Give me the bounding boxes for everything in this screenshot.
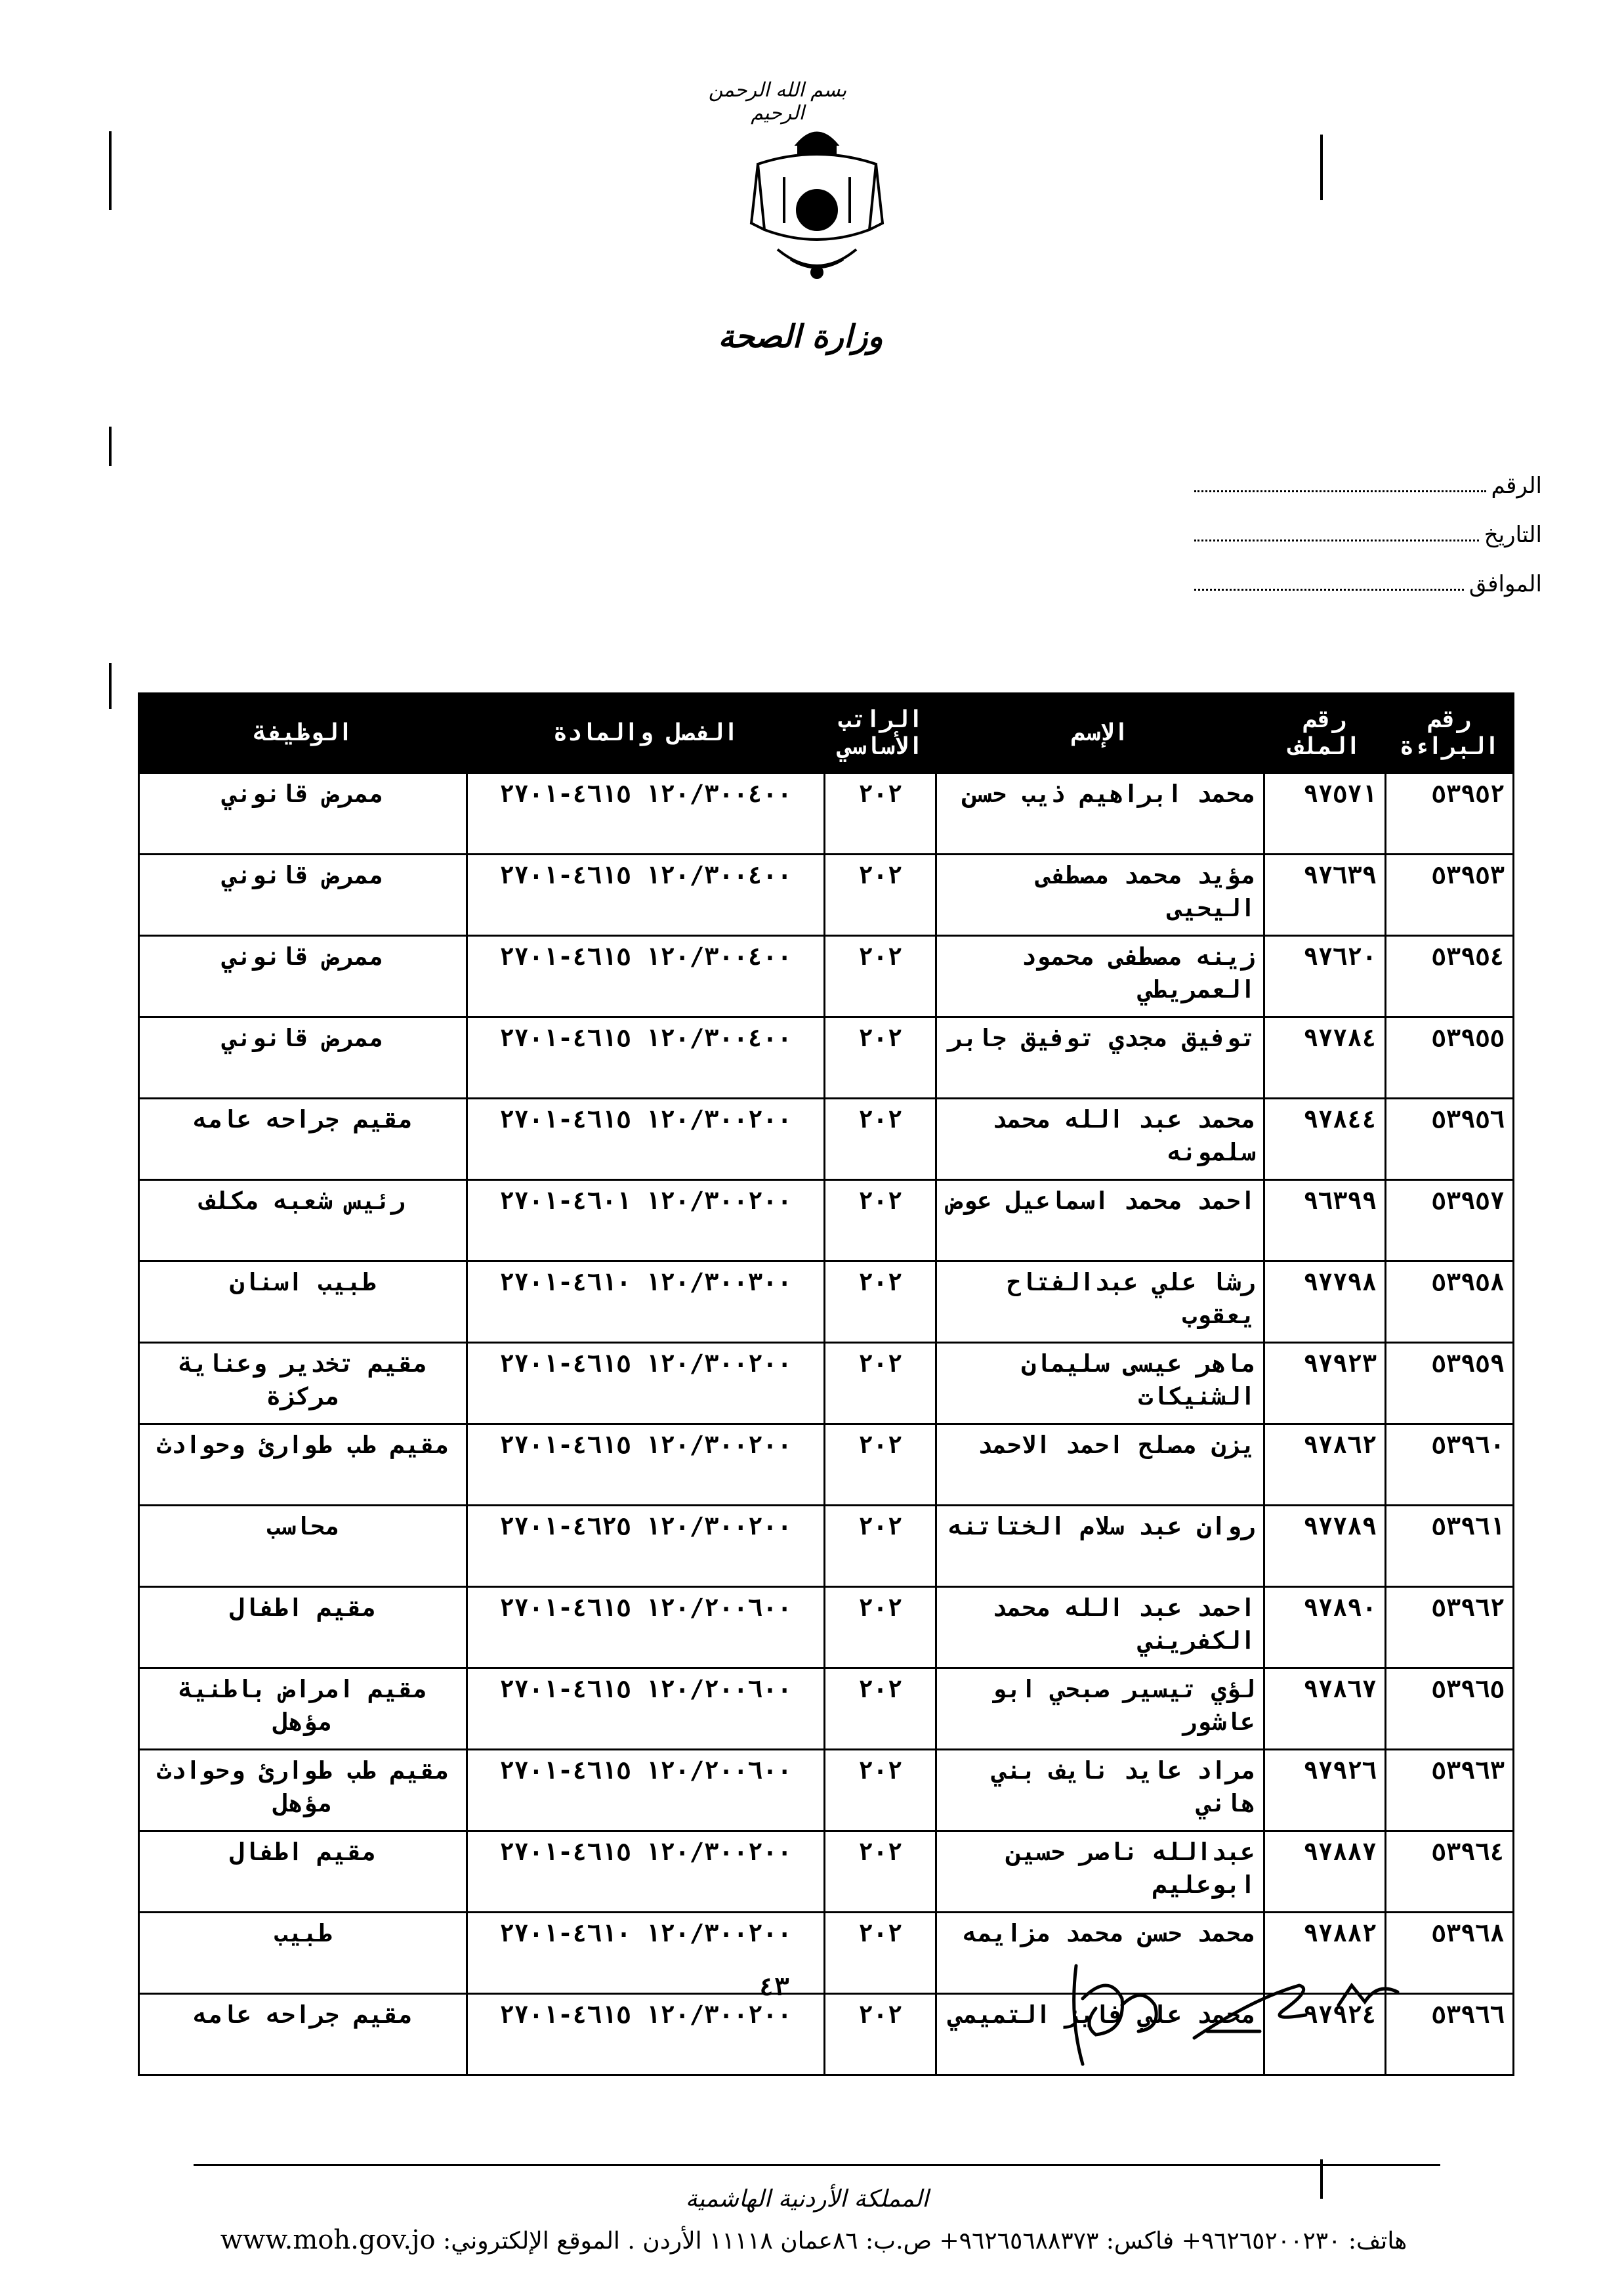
- file-number-cell: ٩٧٨٦٧: [1264, 1668, 1386, 1750]
- salary-cell: ٢٠٢: [825, 1913, 936, 1994]
- job-cell: ممرض قانوني: [139, 936, 467, 1017]
- dotted-line: [1194, 490, 1486, 492]
- chapter-article-cell: ١٢٠/٣٠٠٤٠٠ ٤٦١٥-٢٧٠١: [467, 855, 825, 936]
- seq-cell: ٥٣٩٥٥: [1386, 1017, 1514, 1099]
- salary-cell: ٢٠٢: [825, 1017, 936, 1099]
- file-number-cell: ٩٧٧٨٩: [1264, 1506, 1386, 1587]
- seq-cell: ٥٣٩٥٤: [1386, 936, 1514, 1017]
- job-cell: مقيم اطفال: [139, 1831, 467, 1913]
- job-cell: مقيم طب طوارئ وحوادث مؤهل: [139, 1750, 467, 1831]
- header-chapter-article: الفصل والمادة: [467, 694, 825, 773]
- name-cell: زينه مصطفى محمود العمريطي: [936, 936, 1264, 1017]
- name-cell: احمد عبد الله محمد الكفريني: [936, 1587, 1264, 1668]
- file-number-cell: ٩٧٦٢٠: [1264, 936, 1386, 1017]
- table-row: [139, 1424, 1514, 1506]
- header-job: الوظيفة: [139, 694, 467, 773]
- bismillah: بسم الله الرحمن الرحيم: [708, 79, 847, 125]
- scan-mark: [1320, 135, 1323, 200]
- seq-cell: ٥٣٩٥٣: [1386, 855, 1514, 936]
- kingdom-name: المملكة الأردنية الهاشمية: [685, 2186, 929, 2213]
- salary-cell: ٢٠٢: [825, 1424, 936, 1506]
- file-number-cell: ٩٧٨٤٤: [1264, 1099, 1386, 1180]
- name-cell: لؤي تيسير صبحي ابو عاشور: [936, 1668, 1264, 1750]
- name-cell: محمد ابراهيم ذيب حسن: [936, 773, 1264, 855]
- chapter-article-cell: ١٢٠/٣٠٠٢٠٠ ٤٦١٠-٢٧٠١: [467, 1913, 825, 1994]
- name-cell: احمد محمد اسماعيل عوض: [936, 1180, 1264, 1261]
- table-row: [139, 936, 1514, 1017]
- file-number-cell: ٩٧٨٨٧: [1264, 1831, 1386, 1913]
- dotted-line: [1194, 539, 1479, 541]
- seq-cell: ٥٣٩٥٦: [1386, 1099, 1514, 1180]
- salary-cell: ٢٠٢: [825, 1994, 936, 2075]
- salary-cell: ٢٠٢: [825, 1750, 936, 1831]
- chapter-article-cell: ١٢٠/٣٠٠٢٠٠ ٤٦١٥-٢٧٠١: [467, 1424, 825, 1506]
- name-cell: محمد علي فايز التميمي: [936, 1994, 1264, 2075]
- name-cell: يزن مصلح احمد الاحمد: [936, 1424, 1264, 1506]
- seq-cell: ٥٣٩٥٧: [1386, 1180, 1514, 1261]
- table-row: [139, 1831, 1514, 1913]
- header-file-no: رقم الملف: [1264, 694, 1386, 773]
- salary-cell: ٢٠٢: [825, 1261, 936, 1343]
- chapter-article-cell: ١٢٠/٢٠٠٦٠٠ ٤٦١٥-٢٧٠١: [467, 1750, 825, 1831]
- file-number-cell: ٩٧٦٣٩: [1264, 855, 1386, 936]
- job-cell: مقيم امراض باطنية مؤهل: [139, 1668, 467, 1750]
- job-cell: محاسب: [139, 1506, 467, 1587]
- chapter-article-cell: ١٢٠/٣٠٠٢٠٠ ٤٦١٥-٢٧٠١: [467, 1994, 825, 2075]
- table-row: [139, 1017, 1514, 1099]
- seq-cell: ٥٣٩٦٥: [1386, 1668, 1514, 1750]
- table-row: [139, 1261, 1514, 1343]
- date-field: [1194, 522, 1542, 548]
- header-salary: الراتب الأساسي: [825, 694, 936, 773]
- chapter-article-cell: ١٢٠/٣٠٠٤٠٠ ٤٦١٥-٢٧٠١: [467, 1017, 825, 1099]
- job-cell: طبيب اسنان: [139, 1261, 467, 1343]
- file-number-cell: ٩٧٩٢٤: [1264, 1994, 1386, 2075]
- job-cell: مقيم طب طوارئ وحوادث: [139, 1424, 467, 1506]
- page-number: ٤٣: [759, 1972, 789, 2001]
- salary-cell: ٢٠٢: [825, 1831, 936, 1913]
- name-cell: مراد عايد نايف بني هاني: [936, 1750, 1264, 1831]
- salary-cell: ٢٠٢: [825, 936, 936, 1017]
- name-cell: روان عبد سلام الختاتنه: [936, 1506, 1264, 1587]
- corresponding-date-field: [1194, 571, 1542, 597]
- salary-cell: ٢٠٢: [825, 1180, 936, 1261]
- file-number-cell: ٩٧٨٩٠: [1264, 1587, 1386, 1668]
- name-cell: محمد حسن محمد مزايمه: [936, 1913, 1264, 1994]
- salary-cell: ٢٠٢: [825, 1587, 936, 1668]
- chapter-article-cell: ١٢٠/٣٠٠٢٠٠ ٤٦٠١-٢٧٠١: [467, 1180, 825, 1261]
- scan-mark: [109, 427, 112, 466]
- scan-mark: [109, 663, 112, 709]
- seq-cell: ٥٣٩٦١: [1386, 1506, 1514, 1587]
- date-label: التاريخ: [1484, 522, 1542, 548]
- file-number-cell: ٩٧٧٩٨: [1264, 1261, 1386, 1343]
- job-cell: رئيس شعبه مكلف: [139, 1180, 467, 1261]
- chapter-article-cell: ١٢٠/٢٠٠٦٠٠ ٤٦١٥-٢٧٠١: [467, 1587, 825, 1668]
- chapter-article-cell: ١٢٠/٢٠٠٦٠٠ ٤٦١٥-٢٧٠١: [467, 1668, 825, 1750]
- chapter-article-cell: ١٢٠/٣٠٠٢٠٠ ٤٦٢٥-٢٧٠١: [467, 1506, 825, 1587]
- table-row: [139, 1506, 1514, 1587]
- seq-cell: ٥٣٩٦٠: [1386, 1424, 1514, 1506]
- salary-cell: ٢٠٢: [825, 855, 936, 936]
- ministry-title: وزارة الصحة: [718, 318, 883, 355]
- seq-cell: ٥٣٩٦٤: [1386, 1831, 1514, 1913]
- seq-cell: ٥٣٩٦٣: [1386, 1750, 1514, 1831]
- job-cell: مقيم اطفال: [139, 1587, 467, 1668]
- job-cell: مقيم جراحه عامه: [139, 1994, 467, 2075]
- table-row: [139, 1668, 1514, 1750]
- reference-number-label: الرقم: [1491, 473, 1542, 499]
- footer-divider: [194, 2164, 1440, 2166]
- name-cell: مؤيد محمد مصطفى اليحيى: [936, 855, 1264, 936]
- file-number-cell: ٩٧٩٢٦: [1264, 1750, 1386, 1831]
- salary-cell: ٢٠٢: [825, 1099, 936, 1180]
- salary-cell: ٢٠٢: [825, 1343, 936, 1424]
- table-row: [139, 1180, 1514, 1261]
- dotted-line: [1194, 588, 1464, 591]
- table-row: [139, 1750, 1514, 1831]
- reference-number-field: [1194, 473, 1542, 499]
- table-header-row: [139, 694, 1514, 773]
- job-cell: ممرض قانوني: [139, 773, 467, 855]
- name-cell: توفيق مجدي توفيق جابر: [936, 1017, 1264, 1099]
- file-number-cell: ٩٦٣٩٩: [1264, 1180, 1386, 1261]
- table-row: [139, 1343, 1514, 1424]
- file-number-cell: ٩٧٥٧١: [1264, 773, 1386, 855]
- seq-cell: ٥٣٩٥٩: [1386, 1343, 1514, 1424]
- job-cell: مقيم جراحه عامه: [139, 1099, 467, 1180]
- seq-cell: ٥٣٩٦٨: [1386, 1913, 1514, 1994]
- seq-cell: ٥٣٩٥٨: [1386, 1261, 1514, 1343]
- seq-cell: ٥٣٩٦٦: [1386, 1994, 1514, 2075]
- scan-mark: [109, 131, 112, 210]
- chapter-article-cell: ١٢٠/٣٠٠٤٠٠ ٤٦١٥-٢٧٠١: [467, 773, 825, 855]
- chapter-article-cell: ١٢٠/٣٠٠٢٠٠ ٤٦١٥-٢٧٠١: [467, 1343, 825, 1424]
- job-cell: ممرض قانوني: [139, 1017, 467, 1099]
- website-link[interactable]: www.moh.gov.jo: [220, 2225, 436, 2255]
- coat-of-arms-icon: [745, 118, 889, 289]
- chapter-article-cell: ١٢٠/٣٠٠٤٠٠ ٤٦١٥-٢٧٠١: [467, 936, 825, 1017]
- chapter-article-cell: ١٢٠/٣٠٠٢٠٠ ٤٦١٥-٢٧٠١: [467, 1099, 825, 1180]
- header-seq: رقم البراءة: [1386, 694, 1514, 773]
- name-cell: عبدالله ناصر حسين ابوعليم: [936, 1831, 1264, 1913]
- table-row: [139, 855, 1514, 936]
- seq-cell: ٥٣٩٥٢: [1386, 773, 1514, 855]
- name-cell: ماهر عيسى سليمان الشنيكات: [936, 1343, 1264, 1424]
- contact-info: [131, 2225, 1496, 2255]
- file-number-cell: ٩٧٨٦٢: [1264, 1424, 1386, 1506]
- chapter-article-cell: ١٢٠/٣٠٠٢٠٠ ٤٦١٥-٢٧٠١: [467, 1831, 825, 1913]
- header-name: الإسم: [936, 694, 1264, 773]
- staff-table: [138, 692, 1514, 2076]
- table-row: [139, 773, 1514, 855]
- table-row: [139, 1099, 1514, 1180]
- name-cell: رشا علي عبدالفتاح يعقوب: [936, 1261, 1264, 1343]
- file-number-cell: ٩٧٩٢٣: [1264, 1343, 1386, 1424]
- job-cell: ممرض قانوني: [139, 855, 467, 936]
- job-cell: طبيب: [139, 1913, 467, 1994]
- seq-cell: ٥٣٩٦٢: [1386, 1587, 1514, 1668]
- contact-details: هاتف: ٩٦٢٦٥٢٠٠٢٣٠+ فاكس: ٩٦٢٦٥٦٨٨٣٧٣+ ص.ب: ٨٦عمان ١١١١٨ الأردن . الموقع الإلكتروني:: [443, 2228, 1407, 2255]
- table-row: [139, 1587, 1514, 1668]
- corresponding-date-label: الموافق: [1468, 571, 1542, 597]
- file-number-cell: ٩٧٨٨٢: [1264, 1913, 1386, 1994]
- salary-cell: ٢٠٢: [825, 773, 936, 855]
- file-number-cell: ٩٧٧٨٤: [1264, 1017, 1386, 1099]
- salary-cell: ٢٠٢: [825, 1506, 936, 1587]
- name-cell: محمد عبد الله محمد سلمونه: [936, 1099, 1264, 1180]
- job-cell: مقيم تخدير وعناية مركزة: [139, 1343, 467, 1424]
- chapter-article-cell: ١٢٠/٣٠٠٣٠٠ ٤٦١٠-٢٧٠١: [467, 1261, 825, 1343]
- salary-cell: ٢٠٢: [825, 1668, 936, 1750]
- signature: [1063, 1959, 1430, 2071]
